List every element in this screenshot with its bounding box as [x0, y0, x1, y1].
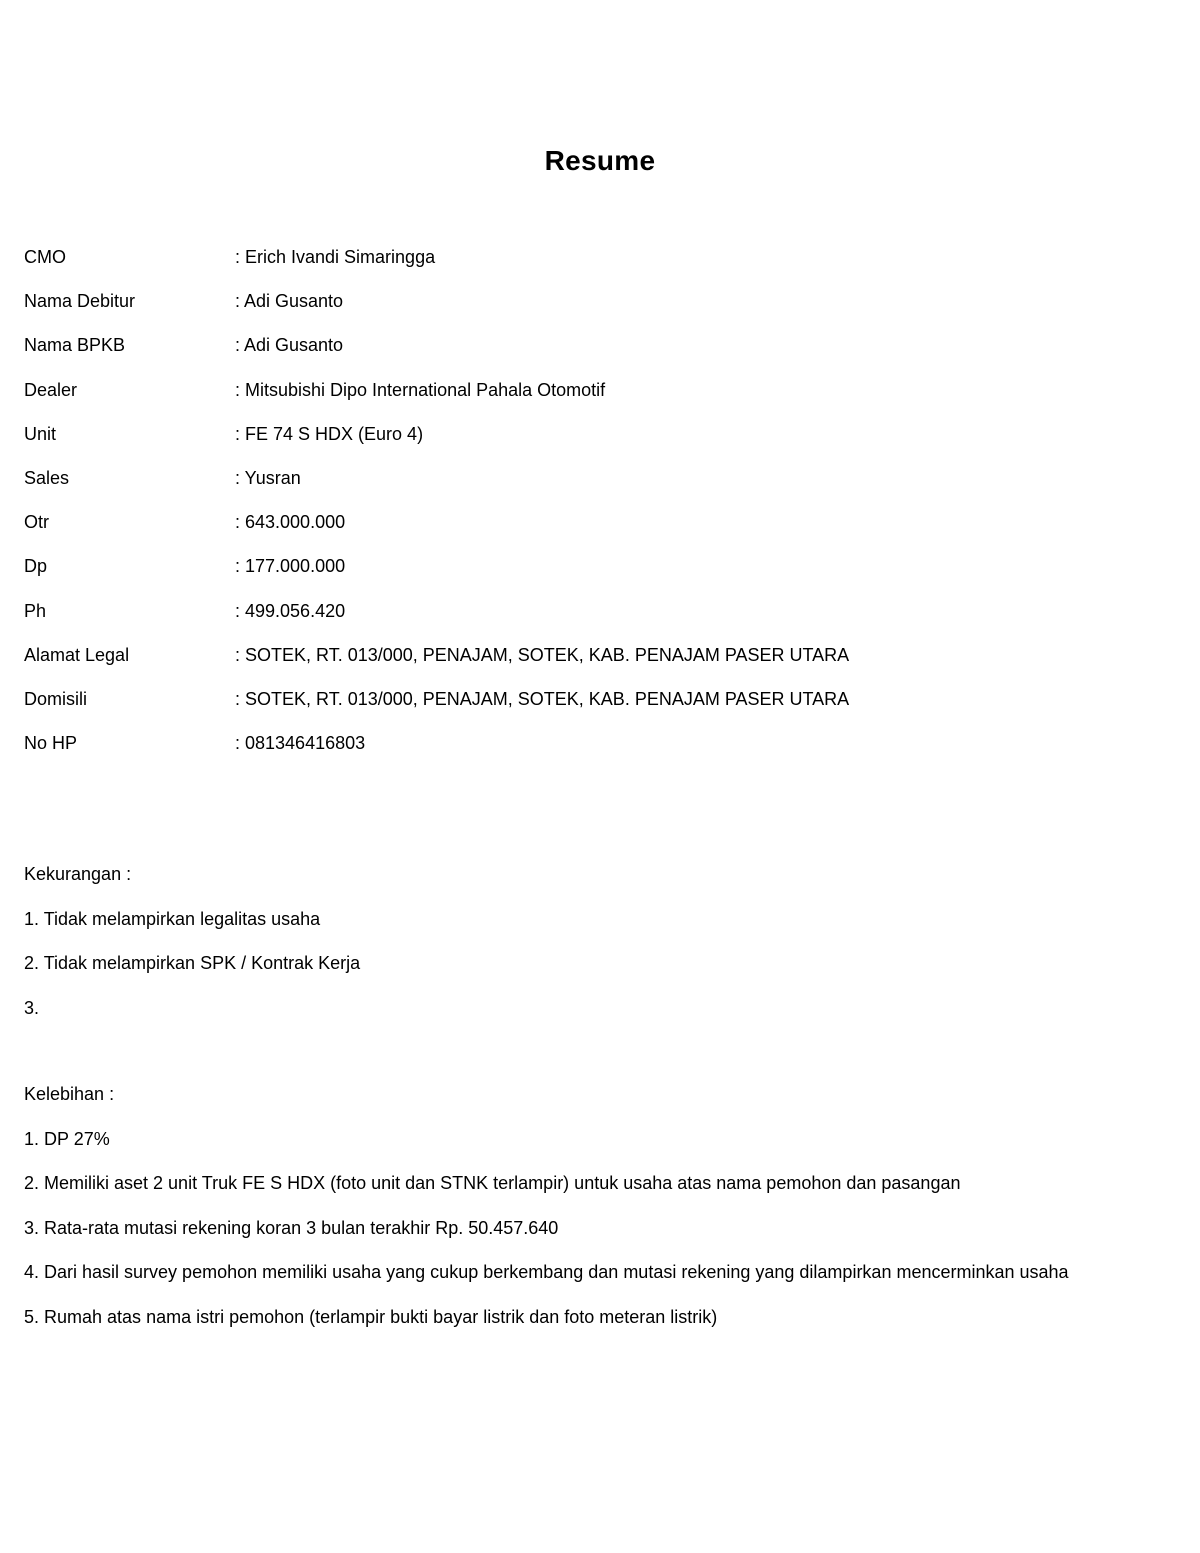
field-label: Otr: [24, 512, 49, 533]
list-item: 1. DP 27%: [24, 1128, 110, 1149]
field-row-nama-bpkb: [24, 332, 1174, 376]
field-value: : SOTEK, RT. 013/000, PENAJAM, SOTEK, KAB. PENAJAM PASER UTARA: [235, 644, 850, 665]
field-row-no-hp: [24, 730, 1174, 774]
field-label: Dp: [24, 556, 48, 577]
kekurangan-heading: Kekurangan :: [24, 864, 132, 884]
field-row-nama-debitur: [24, 288, 1174, 332]
field-row-alamat-legal: [24, 642, 1174, 686]
list-item: 4. Dari hasil survey pemohon memiliki usaha yang cukup berkembang dan mutasi rekening yang dilampirkan mencerminkan usaha: [24, 1262, 1069, 1282]
field-value: : 643.000.000: [235, 512, 346, 533]
list-item: 1. Tidak melampirkan legalitas usaha: [24, 908, 321, 929]
resume-fields: [24, 244, 1174, 774]
list-item: 2. Memiliki aset 2 unit Truk FE S HDX (foto unit dan STNK terlampir) untuk usaha atas nama pemohon dan pasangan: [24, 1173, 961, 1193]
field-label: Nama Debitur: [24, 291, 136, 312]
field-row-domisili: [24, 686, 1174, 730]
list-item: 3. Rata-rata mutasi rekening koran 3 bulan terakhir Rp. 50.457.640: [24, 1217, 559, 1238]
field-label: Sales: [24, 467, 70, 488]
field-value: : Mitsubishi Dipo International Pahala Otomotif: [235, 379, 606, 400]
field-label: Ph: [24, 600, 47, 621]
field-row-cmo: [24, 244, 1174, 288]
kekurangan-section: [24, 861, 1184, 1039]
field-row-dealer: [24, 377, 1174, 421]
field-row-sales: [24, 465, 1174, 509]
field-value: : FE 74 S HDX (Euro 4): [235, 423, 424, 444]
field-value: : 081346416803: [235, 733, 366, 754]
field-value: : Yusran: [235, 467, 301, 488]
field-label: No HP: [24, 733, 78, 754]
field-label: CMO: [24, 247, 66, 267]
kelebihan-heading: Kelebihan :: [24, 1084, 115, 1104]
field-row-unit: [24, 421, 1174, 465]
field-row-dp: [24, 553, 1174, 597]
page-title: Resume: [544, 145, 656, 176]
field-value: : SOTEK, RT. 013/000, PENAJAM, SOTEK, KAB. PENAJAM PASER UTARA: [235, 688, 850, 709]
field-row-ph: [24, 598, 1174, 642]
field-label: Nama BPKB: [24, 335, 126, 356]
field-value: : Adi Gusanto: [235, 335, 344, 356]
field-label: Unit: [24, 423, 57, 444]
kelebihan-section: [24, 1081, 1184, 1348]
list-item: 5. Rumah atas nama istri pemohon (terlampir bukti bayar listrik dan foto meteran listrik): [24, 1306, 718, 1327]
field-label: Dealer: [24, 379, 78, 400]
list-item: 2. Tidak melampirkan SPK / Kontrak Kerja: [24, 953, 361, 973]
field-value: : Adi Gusanto: [235, 291, 344, 312]
list-item: 3.: [24, 997, 40, 1018]
field-value: : 177.000.000: [235, 556, 346, 577]
field-value: : 499.056.420: [235, 600, 346, 621]
field-label: Domisili: [24, 688, 87, 709]
field-value: : Erich Ivandi Simaringga: [235, 247, 436, 267]
field-row-otr: [24, 509, 1174, 553]
field-label: Alamat Legal: [24, 644, 130, 665]
